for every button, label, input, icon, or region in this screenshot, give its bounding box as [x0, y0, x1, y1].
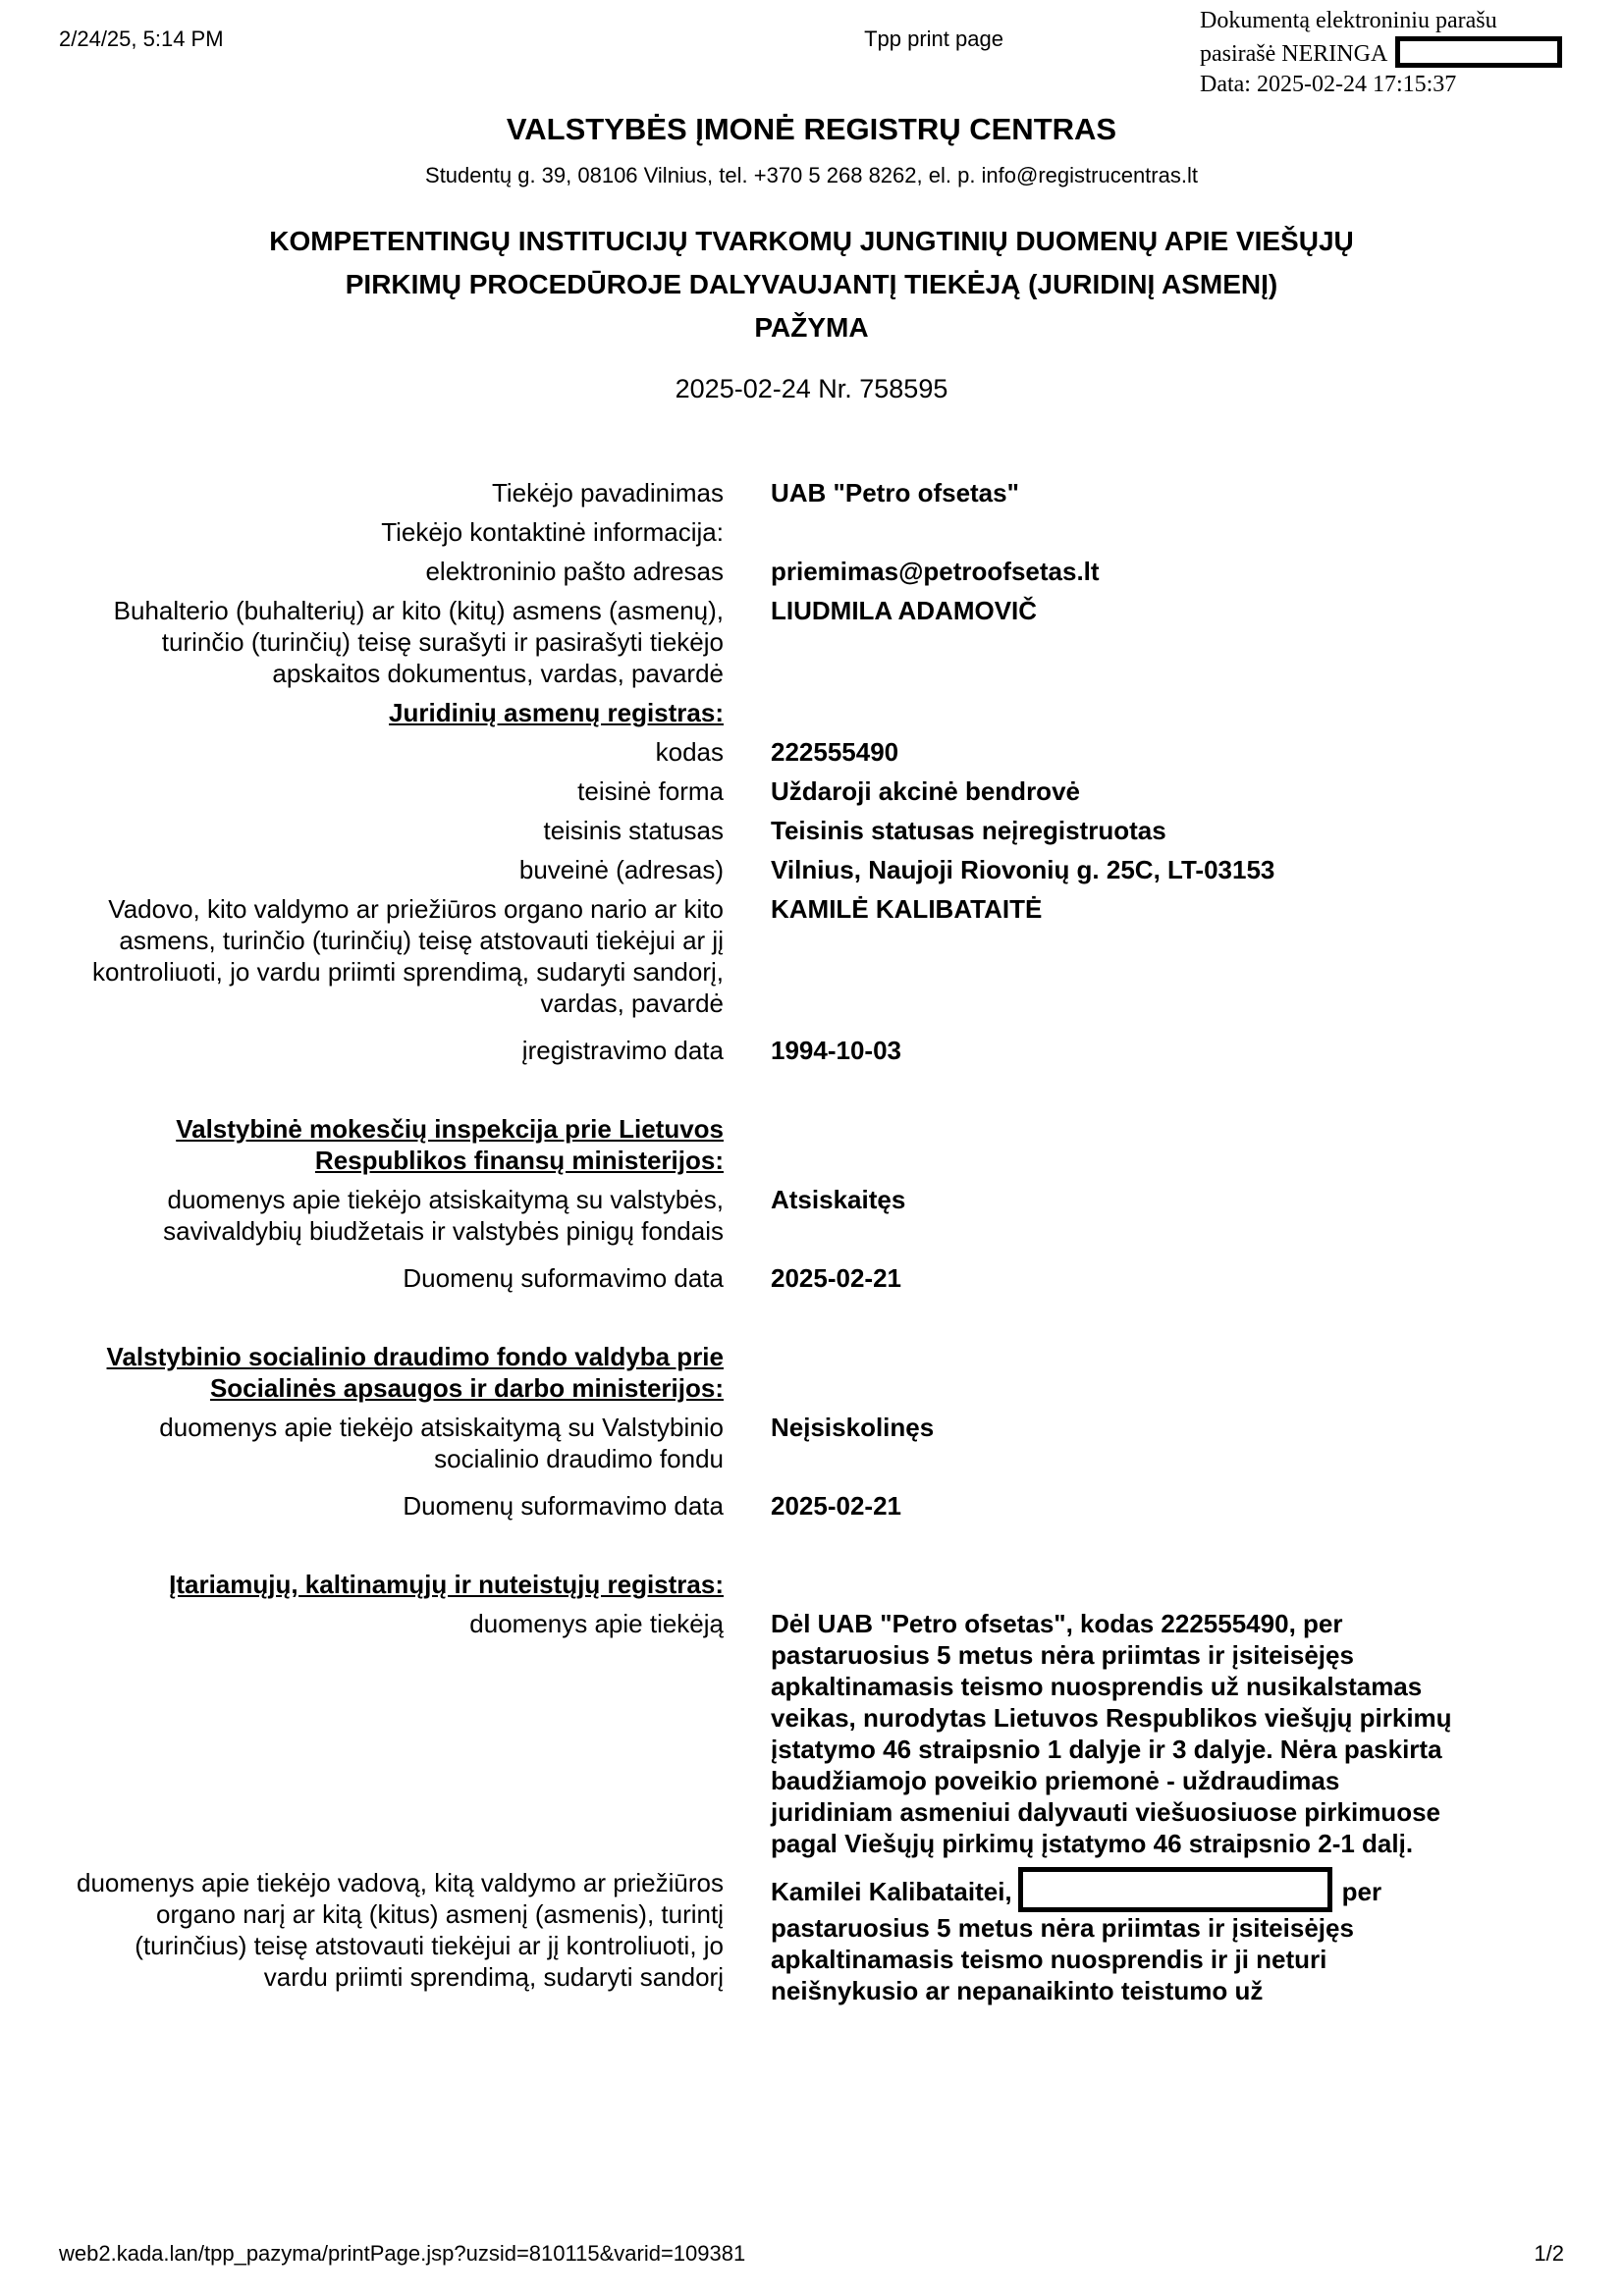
document-heading-line3: PAŽYMA	[754, 312, 869, 343]
row-manager-criminal-record	[76, 1867, 1623, 2006]
field-label: Tiekėjo pavadinimas	[491, 478, 724, 507]
field-label: duomenys apie tiekėjo atsiskaitymą su Valstybinio socialinio draudimo fondu	[159, 1413, 724, 1473]
field-value: Teisinis statusas neįregistruotas	[771, 816, 1166, 845]
document-heading-line2: PIRKIMŲ PROCEDŪROJE DALYVAUJANTĮ TIEKĖJĄ (JURIDINĮ ASMENĮ)	[345, 269, 1278, 299]
row-social-insurance-data-date	[76, 1490, 1623, 1522]
field-label: Duomenų suformavimo data	[403, 1491, 724, 1521]
field-value: 1994-10-03	[771, 1036, 901, 1065]
row-legal-form	[76, 775, 1623, 807]
print-footer-page-indicator: 1/2	[1534, 2241, 1564, 2266]
signature-stamp-line1: Dokumentą elektroniniu parašu	[1200, 8, 1497, 33]
print-footer-url: web2.kada.lan/tpp_pazyma/printPage.jsp?uzsid=810115&varid=109381	[59, 2241, 746, 2266]
field-value	[771, 1569, 1458, 1600]
field-label: Vadovo, kito valdymo ar priežiūros organo nario ar kito asmens, turinčio (turinčių) teisę atstovauti tiekėjui ar jį kontroliuoti, jo vardu priimti sprendimą, sudaryti sandorį, vardas, pavardė	[91, 894, 724, 1018]
field-value	[771, 1113, 1458, 1176]
field-value	[771, 1341, 1458, 1404]
field-grid	[0, 477, 1623, 2006]
field-label: duomenys apie tiekėją	[469, 1609, 724, 1638]
row-supplier-name	[76, 477, 1623, 508]
field-value: UAB "Petro ofsetas"	[771, 478, 1019, 507]
row-legal-status	[76, 815, 1623, 846]
signature-stamp-date: Data: 2025-02-24 17:15:37	[1200, 72, 1457, 97]
field-label: Tiekėjo kontaktinė informacija:	[381, 517, 724, 547]
field-label: Duomenų suformavimo data	[403, 1263, 724, 1293]
signature-stamp-line2	[1200, 36, 1562, 70]
field-label: teisinė forma	[577, 776, 724, 806]
field-value: Dėl UAB "Petro ofsetas", kodas 222555490, per pastaruosius 5 metus nėra priimtas ir įsiteisėjęs apkaltinamasis teismo nuosprendis už nusikalstamas veikas, nurodytas Lietuvos Respublikos viešųjų pirkimų įstatymo 46 straipsnio 1 dalyje ir 3 dalyje. Nėra paskirta baudžiamojo poveikio priemonė - uždraudimas juridiniam asmeniui dalyvauti viešuosiuose pirkimuose pagal Viešųjų pirkimų įstatymo 46 straipsnio 2-1 dalį.	[771, 1609, 1452, 1858]
section-legal-entities-register	[76, 697, 1623, 728]
organization-name: VALSTYBĖS ĮMONĖ REGISTRŲ CENTRAS	[506, 112, 1117, 146]
print-datetime: 2/24/25, 5:14 PM	[59, 27, 224, 51]
field-value: LIUDMILA ADAMOVIČ	[771, 596, 1038, 625]
section-header: Valstybinio socialinio draudimo fondo valdyba prie Socialinės apsaugos ir darbo ministerijos:	[106, 1342, 724, 1403]
row-accountant-name	[76, 595, 1623, 689]
row-registration-date	[76, 1035, 1623, 1066]
signature-stamp	[1200, 6, 1562, 100]
document-heading	[0, 220, 1623, 349]
row-supplier-criminal-record	[76, 1608, 1623, 1859]
field-label: teisinis statusas	[543, 816, 724, 845]
field-value: 2025-02-21	[771, 1491, 901, 1521]
section-tax-inspection	[76, 1113, 1623, 1176]
field-label: Buhalterio (buhalterių) ar kito (kitų) asmens (asmenų), turinčio (turinčių) teisę surašyti ir pasirašyti tiekėjo apskaitos dokumentus, vardas, pavardė	[113, 596, 724, 688]
row-company-code	[76, 736, 1623, 768]
row-tax-settlement-status	[76, 1184, 1623, 1247]
manager-record-suffix: per pastaruosius 5 metus nėra priimtas ir įsiteisėjęs apkaltinamasis teismo nuosprendis ir ji neturi neišnykusio ar nepanaikinto teistumo už	[771, 1877, 1382, 2005]
row-email-address	[76, 556, 1623, 587]
field-value: Atsiskaitęs	[771, 1185, 906, 1214]
row-registered-address	[76, 854, 1623, 885]
print-page-title: Tpp print page	[864, 27, 1003, 51]
manager-record-prefix: Kamilei Kalibataitei,	[771, 1877, 1012, 1906]
field-value	[771, 1867, 1458, 2006]
field-label: elektroninio pašto adresas	[425, 557, 724, 586]
section-social-insurance-fund	[76, 1341, 1623, 1404]
personal-data-redaction-box	[1018, 1867, 1332, 1912]
field-label: buveinė (adresas)	[518, 855, 724, 884]
field-value: Vilnius, Naujoji Riovonių g. 25C, LT-03153	[771, 855, 1275, 884]
document-number-line: 2025-02-24 Nr. 758595	[675, 374, 948, 403]
field-value: Neįsiskolinęs	[771, 1413, 935, 1442]
field-value: Uždaroji akcinė bendrovė	[771, 776, 1080, 806]
field-value: priemimas@petroofsetas.lt	[771, 557, 1100, 586]
field-label: kodas	[655, 737, 724, 767]
section-header: Įtariamųjų, kaltinamųjų ir nuteistųjų registras:	[169, 1570, 724, 1599]
organization-address: Studentų g. 39, 08106 Vilnius, tel. +370 5 268 8262, el. p. info@registrucentras.lt	[425, 163, 1198, 187]
section-header: Juridinių asmenų registras:	[389, 698, 724, 727]
field-value	[771, 516, 1458, 548]
row-supplier-contact-info	[76, 516, 1623, 548]
section-criminal-register	[76, 1569, 1623, 1600]
document-heading-line1: KOMPETENTINGŲ INSTITUCIJŲ TVARKOMŲ JUNGTINIŲ DUOMENŲ APIE VIEŠŲJŲ	[269, 226, 1354, 256]
field-label: duomenys apie tiekėjo vadovą, kitą valdymo ar priežiūros organo narį ar kitą (kitus) asmenį (asmenis), turintį (turinčius) teisę atstovauti tiekėjui ar jį kontroliuoti, jo vardu priimti sprendimą, sudaryti sandorį	[76, 1868, 724, 1992]
row-tax-data-date	[76, 1262, 1623, 1294]
field-value: KAMILĖ KALIBATAITĖ	[771, 894, 1043, 924]
row-representative-name	[76, 893, 1623, 1019]
field-value	[771, 697, 1458, 728]
field-value: 2025-02-21	[771, 1263, 901, 1293]
field-value: 222555490	[771, 737, 899, 767]
signature-stamp-signer: pasirašė NERINGA	[1200, 41, 1388, 67]
row-social-insurance-status	[76, 1412, 1623, 1474]
field-label: duomenys apie tiekėjo atsiskaitymą su valstybės, savivaldybių biudžetais ir valstybės pinigų fondais	[163, 1185, 724, 1246]
signature-redaction-box	[1395, 36, 1562, 68]
field-label: įregistravimo data	[521, 1036, 724, 1065]
section-header: Valstybinė mokesčių inspekcija prie Lietuvos Respublikos finansų ministerijos:	[176, 1114, 724, 1175]
